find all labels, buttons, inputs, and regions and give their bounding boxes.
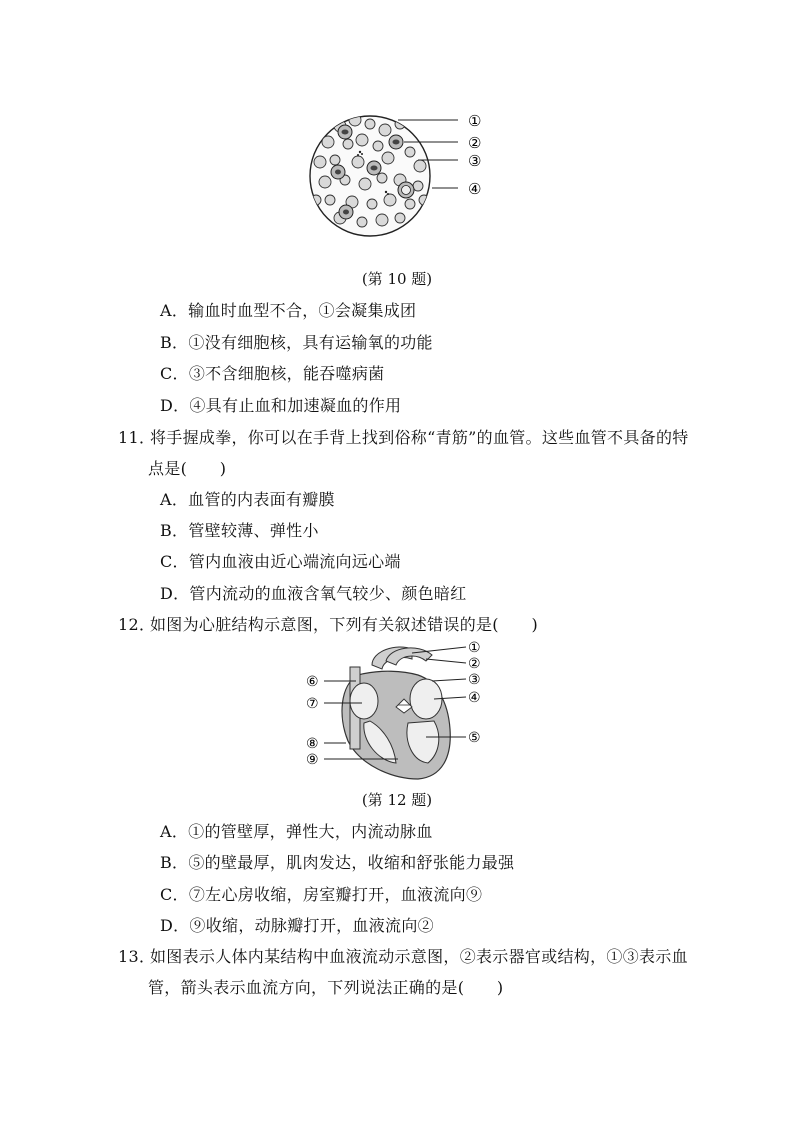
q13-number: 13． [118, 947, 156, 966]
q11-option-c: C．管内血液由近心端流向远心端 [160, 552, 401, 571]
heart-label-9: ⑨ [306, 752, 319, 768]
q12-option-c: C．⑦左心房收缩，房室瓣打开，血液流向⑨ [160, 885, 483, 904]
q12-stem: 如图为心脏结构示意图，下列有关叙述错误的是( ) [150, 615, 538, 634]
figure-10-caption: (第 10 题) [361, 270, 433, 288]
label-1: ① [468, 112, 482, 130]
q12-option-a: A．①的管壁厚，弹性大，内流动脉血 [160, 822, 433, 841]
label-2: ② [468, 134, 482, 152]
q10-option-a: A．输血时血型不合，①会凝集成团 [160, 301, 417, 320]
q11-stem-line1: 将手握成拳，你可以在手背上找到俗称“青筋”的血管。这些血管不具备的特 [150, 428, 689, 447]
q11-option-d: D．管内流动的血液含氧气较少、颜色暗红 [160, 584, 467, 603]
heart-label-3: ③ [468, 672, 481, 688]
heart-label-6: ⑥ [306, 674, 319, 690]
heart-label-7: ⑦ [306, 696, 319, 712]
heart-diagram-figure [300, 637, 500, 782]
q10-option-b: B．①没有细胞核，具有运输氧的功能 [160, 333, 433, 352]
q11-number: 11． [118, 428, 156, 447]
q11-option-a: A．血管的内表面有瓣膜 [160, 490, 335, 509]
q10-option-c: C．③不含细胞核，能吞噬病菌 [160, 364, 385, 383]
q11-stem-line2: 点是( ) [148, 459, 227, 478]
heart-label-8: ⑧ [306, 736, 319, 752]
q12-option-b: B．⑤的壁最厚，肌肉发达，收缩和舒张能力最强 [160, 853, 515, 872]
label-4: ④ [468, 180, 482, 198]
blood-smear-figure [300, 100, 500, 250]
heart-label-1: ① [468, 640, 481, 656]
figure-12-caption: (第 12 题) [361, 791, 433, 809]
heart-label-5: ⑤ [468, 730, 481, 746]
q13-stem-line2: 管，箭头表示血流方向，下列说法正确的是( ) [148, 978, 504, 997]
q13-stem-line1: 如图表示人体内某结构中血液流动示意图，②表示器官或结构，①③表示血 [150, 947, 688, 966]
q12-option-d: D．⑨收缩，动脉瓣打开，血液流向② [160, 916, 434, 935]
heart-label-4: ④ [468, 690, 481, 706]
q10-option-d: D．④具有止血和加速凝血的作用 [160, 396, 402, 415]
q12-number: 12． [118, 615, 156, 634]
label-3: ③ [468, 152, 482, 170]
q11-option-b: B．管壁较薄、弹性小 [160, 521, 319, 540]
heart-label-2: ② [468, 656, 481, 672]
